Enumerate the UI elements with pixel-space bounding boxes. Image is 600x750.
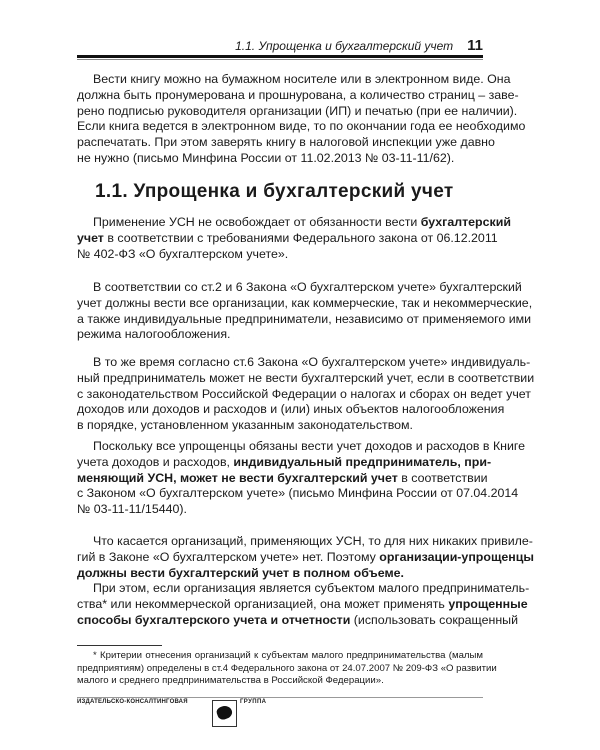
text-run: В соответствии со ст.2 и 6 Закона «О бухгалтерском учете» бухгалтерский (93, 280, 522, 294)
text-line (77, 596, 528, 613)
text-line (77, 215, 511, 231)
text-run: малого и среднего предпринимательства в Российской Федерации». (77, 675, 384, 687)
text-line (77, 370, 535, 387)
text-run: Если книга ведется в электронном виде, то по окончании года ее необходимо (77, 119, 526, 134)
text-run: При этом, если организация является субъектом малого предприниматель- (93, 581, 530, 595)
text-run: Применение УСН не освобождает от обязанности вести (93, 215, 421, 229)
bold-text: бухгалтерский (420, 215, 511, 229)
footnote (77, 650, 497, 688)
text-line (77, 454, 492, 471)
text-line (77, 135, 495, 151)
header-rule-thin (77, 59, 483, 60)
text-run: Вести книгу можно на бумажном носителе или в электронном виде. Она (93, 72, 511, 86)
text-run: в соответствии с требованиями Федерального закона от 06.12.2011 (103, 230, 498, 245)
text-line (77, 650, 483, 663)
paragraph (77, 534, 534, 581)
text-line (77, 230, 498, 247)
text-run: (использовать сокращенный (350, 612, 519, 627)
text-line (77, 119, 526, 135)
paragraph (77, 439, 526, 518)
text-run: Поскольку все упрощенцы обязаны вести учет доходов и расходов в Книге (93, 439, 526, 453)
text-line (77, 103, 518, 120)
text-line (77, 675, 483, 688)
header-rule (77, 55, 483, 58)
text-line (77, 280, 522, 296)
text-run: ный предприниматель может не вести бухгалтерский учет, если в соответствии (77, 370, 535, 385)
footer-rule (77, 697, 483, 698)
paragraph (77, 355, 535, 434)
text-run: ства* или некоммерческой организацией, она может применять (77, 596, 449, 611)
text-line (77, 295, 533, 312)
text-line (77, 439, 526, 455)
text-run: гий в Законе «О бухгалтерском учете» нет. Поэтому (77, 549, 380, 564)
text-line (77, 151, 483, 167)
bold-text: упрощенные (448, 596, 528, 611)
text-line (77, 470, 488, 487)
text-line (77, 418, 483, 434)
text-line (77, 581, 530, 597)
text-run: режима налогообложения. (77, 327, 231, 342)
text-line (77, 327, 483, 343)
text-line (77, 247, 483, 263)
paragraph (77, 72, 526, 167)
text-line (77, 549, 534, 566)
text-line (77, 534, 533, 550)
running-header (77, 37, 483, 53)
text-line (77, 486, 519, 502)
paragraph (77, 280, 533, 343)
text-run: Что касается организаций, применяющих УСН, то для них никаких привиле- (93, 534, 533, 548)
text-run: рено подписью руководителя организации (ИП) и печатью (при ее наличии). (77, 103, 518, 118)
text-line (77, 87, 519, 104)
bold-text: меняющий УСН, может не вести бухгалтерский учет (77, 470, 398, 485)
footnote-rule (77, 645, 162, 646)
bold-text: организации-упрощенцы (379, 549, 534, 564)
text-run: доходов или доходов и расходов и (или) иных объектов налогообложения (77, 402, 505, 417)
text-run: в соответствии (397, 470, 488, 485)
page-number: 11 (467, 37, 483, 54)
paragraph (77, 215, 511, 262)
text-run: № 03-11-11/15440). (77, 502, 187, 517)
publisher-text-left: ИЗДАТЕЛЬСКО-КОНСАЛТИНГОВАЯ (77, 699, 188, 705)
text-line (77, 311, 532, 328)
bold-text: учет (77, 230, 104, 245)
text-run: предприятиям) определены в ст.4 Федерального закона от 24.07.2007 № 209-ФЗ «О развитии (77, 662, 497, 674)
text-line (77, 612, 519, 629)
text-line (77, 662, 497, 676)
text-line (77, 502, 483, 518)
bold-text: способы бухгалтерского учета и отчетности (77, 612, 351, 627)
bold-text: должны вести бухгалтерский учет в полном объеме. (77, 565, 404, 580)
text-run: не нужно (письмо Минфина России от 11.02.2013 № 03-11-11/62). (77, 150, 455, 165)
section-title: 1.1. Упрощенка и бухгалтерский учет (95, 181, 454, 202)
publisher-logo (212, 700, 237, 727)
text-run: учет должны вести все организации, как коммерческие, так и некоммерческие, (77, 295, 533, 310)
text-line (77, 402, 505, 418)
text-line (77, 72, 511, 88)
text-run: распечатать. При этом заверять книгу в налоговой инспекции уже давно (77, 135, 495, 150)
text-run: № 402-ФЗ «О бухгалтерском учете». (77, 246, 289, 261)
text-run: В то же время согласно ст.6 Закона «О бухгалтерском учете» индивидуаль- (93, 355, 531, 369)
text-run: в порядке, установленном указанным законодательством. (77, 418, 413, 433)
text-run: а также индивидуальные предприниматели, независимо от применяемого ими (77, 311, 532, 326)
text-run: с законодательством Российской Федерации о налогах и сборах он ведет учет (77, 386, 531, 401)
text-line (77, 355, 531, 371)
text-run: с Законом «О бухгалтерском учете» (письмо Минфина России от 07.04.2014 (77, 486, 519, 501)
text-line (77, 566, 483, 582)
text-run: учета доходов и расходов, (77, 454, 234, 469)
text-run: * Критерии отнесения организаций к субъектам малого предпринимательства (малым (93, 650, 483, 661)
bold-text: индивидуальный предприниматель, при- (233, 454, 492, 469)
running-title: 1.1. Упрощенка и бухгалтерский учет (235, 39, 454, 53)
publisher-text-right: ГРУППА (240, 699, 267, 705)
text-line (77, 386, 531, 403)
paragraph (77, 581, 530, 628)
text-run: должна быть пронумерована и прошнурована, а количество страниц – заве- (77, 87, 519, 102)
